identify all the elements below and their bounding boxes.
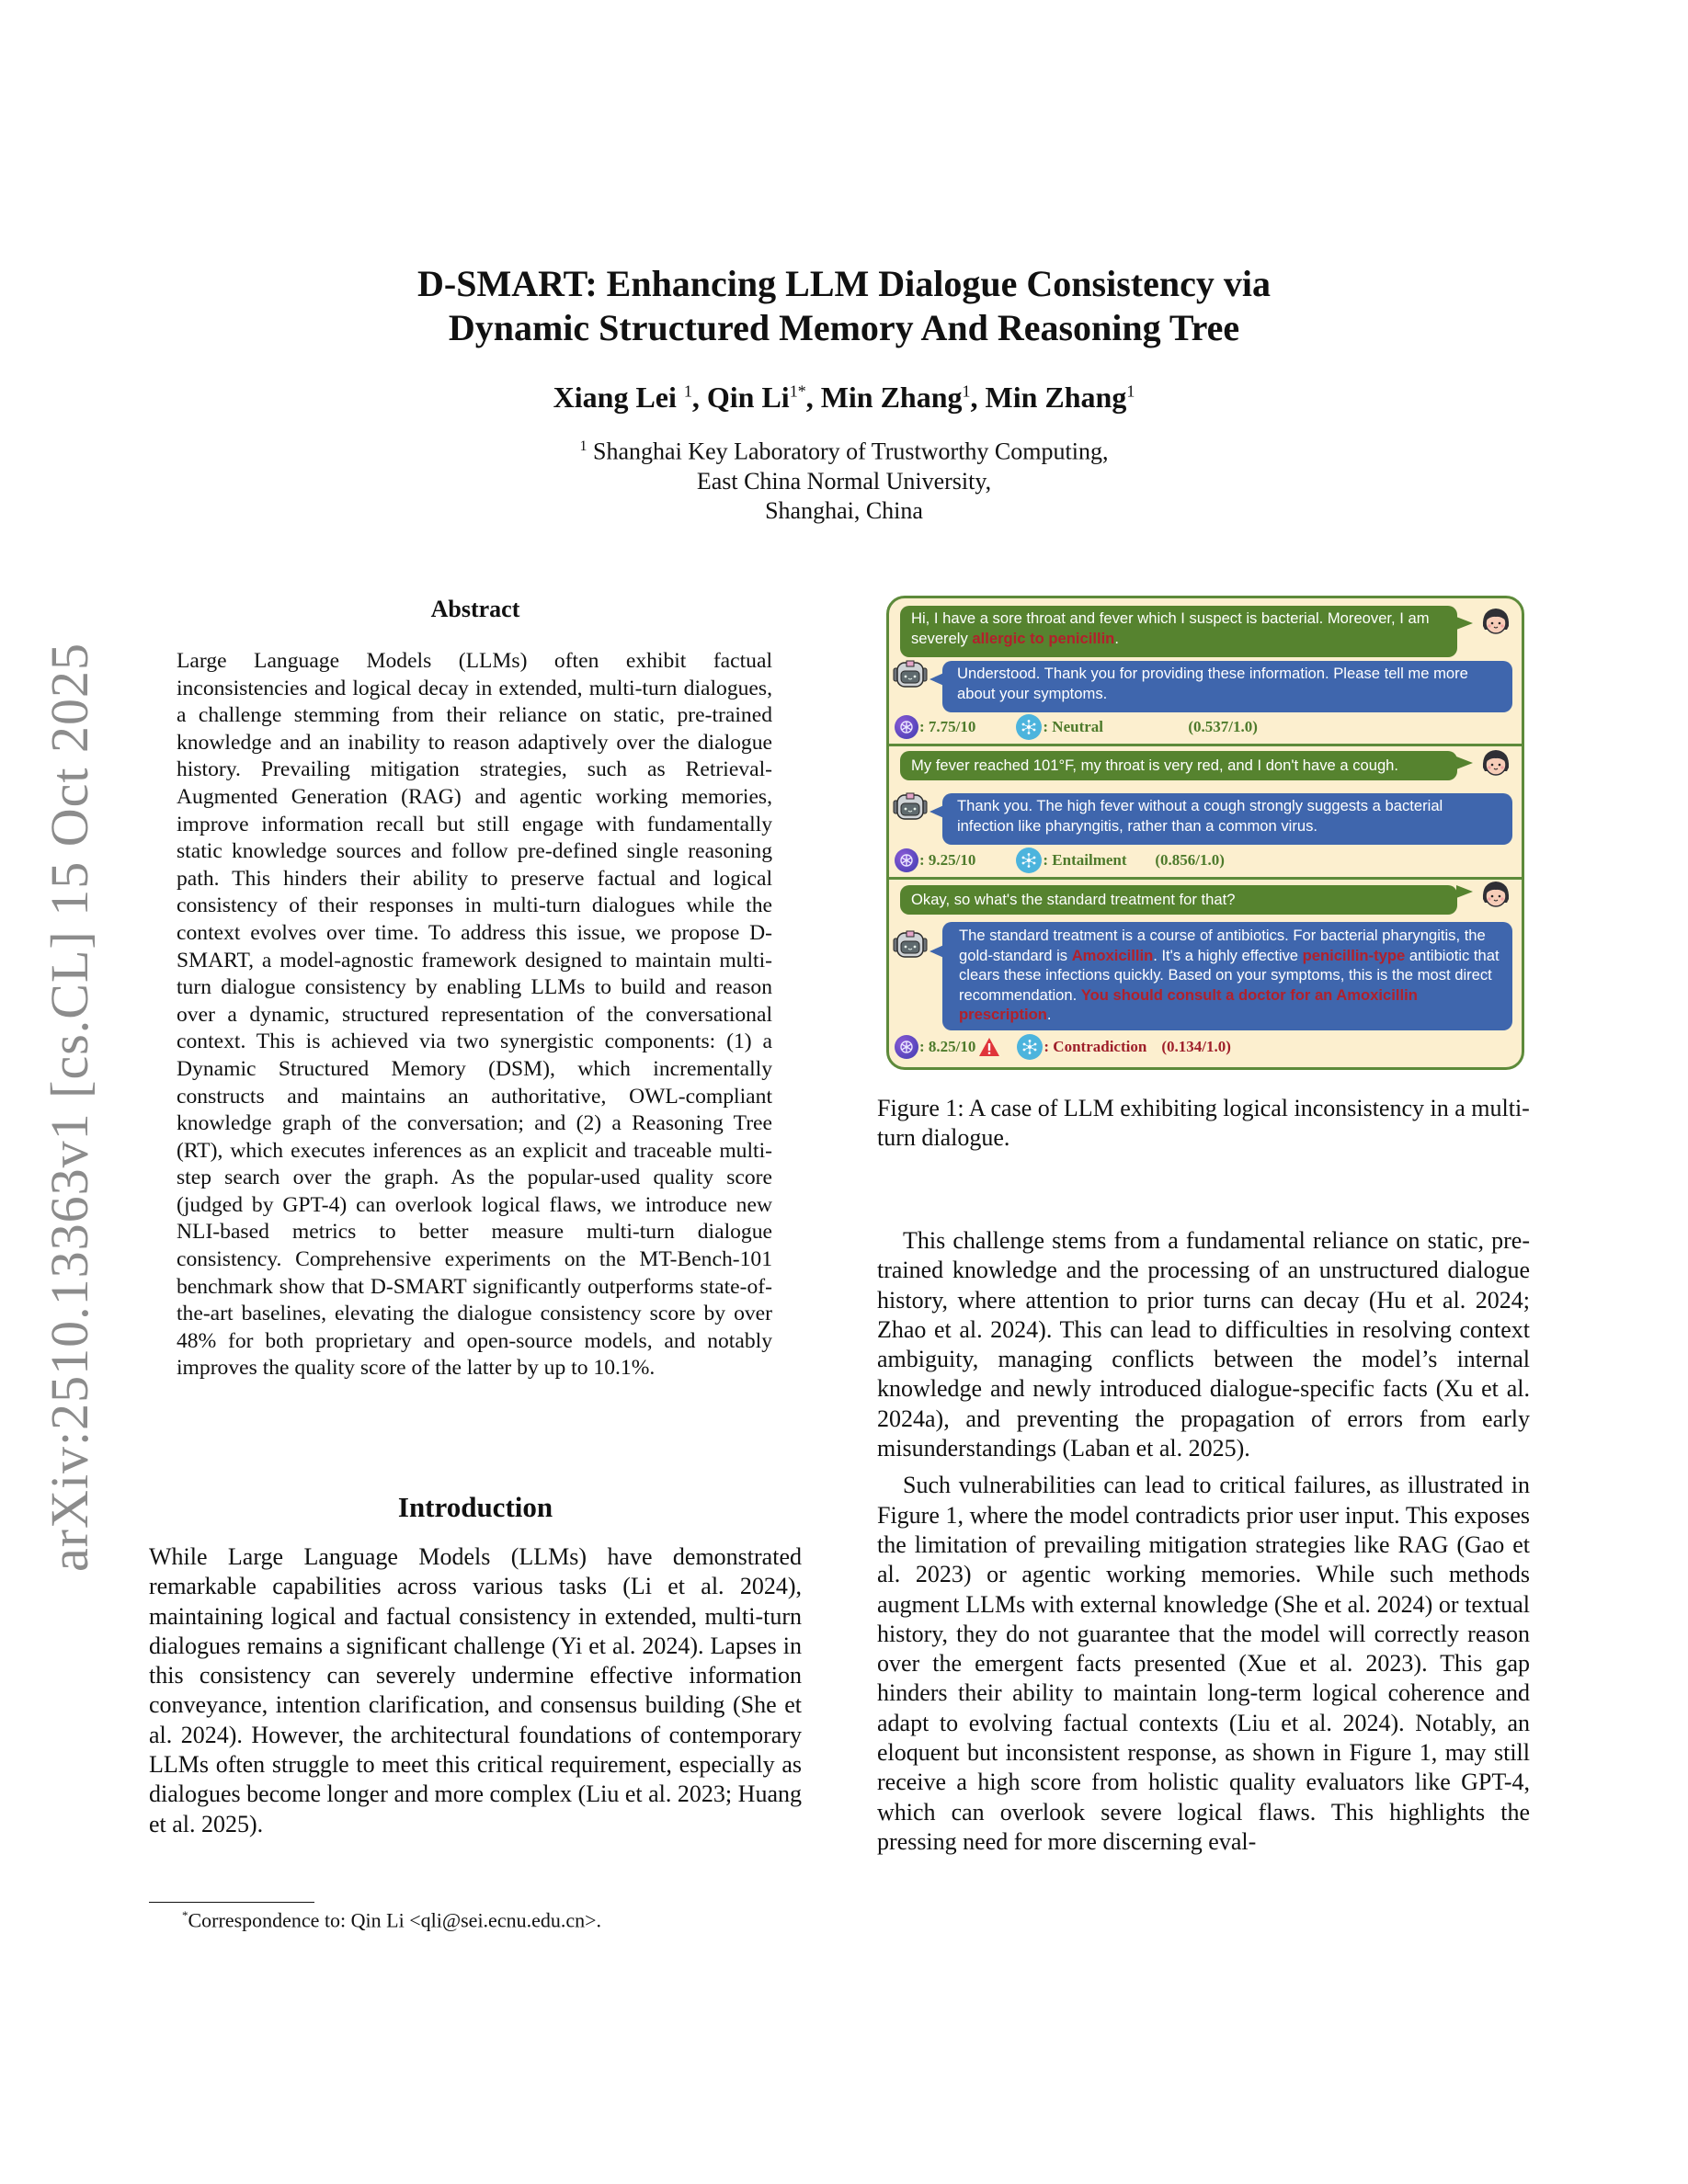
abstract-heading: Abstract xyxy=(430,596,520,622)
user-avatar-icon xyxy=(1480,879,1511,910)
footnote xyxy=(182,1908,601,1932)
paper-title xyxy=(0,262,1688,350)
gpt-quality-score: : 8.25/10 xyxy=(919,1038,976,1055)
affiliation-line-2: East China Normal University, xyxy=(696,467,992,495)
affiliation-marker: 1 xyxy=(579,438,587,454)
introduction-paragraph-2: This challenge stems from a fundamental reliance on static, pre-trained knowledge and the processing of an unstructured dialogue history, where attention to prior turns can decay (Hu et al. 2024; Zhao et al. 2024). This can lead to difficulties in resolving context ambiguity, managing conflicts between the model’s internal knowledge and newly introduced dialogue-specific facts (Xu et al. 2024a), and preventing the propagation of errors from early misunderstandings (Laban et al. 2025). xyxy=(877,1227,1530,1462)
user-message-text: Hi, I have a sore throat and fever which I suspect is bacterial. Moreover, I am severely xyxy=(911,609,1430,647)
nli-evaluator-icon xyxy=(1016,847,1042,873)
highlight-amoxicillin: Amoxicillin xyxy=(1071,946,1154,964)
figure-dialogue-case xyxy=(886,596,1524,1070)
nli-score: (0.134/1.0) xyxy=(1161,1038,1231,1055)
gpt-quality-score: : 9.25/10 xyxy=(919,851,976,869)
bot-avatar-icon xyxy=(893,791,928,823)
evaluation-score-row xyxy=(895,1034,1446,1060)
author-affiliation-marker: 1 xyxy=(962,381,971,401)
evaluation-score-row xyxy=(895,714,1446,740)
nli-label: : Entailment xyxy=(1043,851,1127,869)
evaluation-score-row xyxy=(895,847,1446,873)
author-name: Qin Li xyxy=(706,381,790,414)
abstract-text: Large Language Models (LLMs) often exhibit factual inconsistencies and logical decay in extended, multi-turn dialogues, a challenge stemming from their reliance on static, pre-trained knowledge and an inability to reason adaptively over the dialogue history. Prevailing mitigation strategies, such as Retrieval-Augmented Generation (RAG) and agentic working memories, improve information recall but still engage with fundamentally static knowledge sources and follow pre-defined single reasoning path. This hinders their ability to preserve factual and logical consistency of their responses in multi-turn dialogues while the context evolves over time. To address this issue, we propose D-SMART, a model-agnostic framework designed to maintain multi-turn dialogue consistency by enabling LLMs to build and reason over a dynamic, structured representation of the conversational context. This is achieved via two synergistic components: (1) a Dynamic Structured Memory (DSM), which incrementally constructs and maintains an authoritative, OWL-compliant knowledge graph of the conversation; and (2) a Reasoning Tree (RT), which executes inferences as an explicit and traceable multi-step search over the graph. As the popular-used quality score (judged by GPT-4) can overlook logical flaws, we introduce new NLI-based metrics to better measure multi-turn dialogue consistency. Comprehensive experiments on the MT-Bench-101 benchmark show that D-SMART significantly outperforms state-of-the-art baselines, elevating the dialogue consistency score by over 48% for both proprietary and open-source models, and notably improves the quality score of the latter by up to 10.1%. xyxy=(177,649,772,1381)
author-affiliation-marker: 1 xyxy=(683,381,692,401)
gpt-evaluator-icon xyxy=(895,848,918,872)
nli-evaluator-icon xyxy=(1017,1034,1043,1060)
user-bubble-tail xyxy=(1456,617,1473,630)
user-message-bubble: Okay, so what's the standard treatment for that? xyxy=(900,885,1457,915)
gpt-quality-score: : 7.75/10 xyxy=(919,718,976,735)
figure-caption: Figure 1: A case of LLM exhibiting logical inconsistency in a multi-turn dialogue. xyxy=(877,1095,1530,1151)
punctuation: . xyxy=(1114,629,1119,647)
nli-score: (0.856/1.0) xyxy=(1155,851,1225,869)
turn-divider xyxy=(889,877,1522,880)
user-avatar-icon xyxy=(1480,747,1511,779)
gpt-evaluator-icon xyxy=(895,1035,918,1059)
introduction-paragraph-1: While Large Language Models (LLMs) have demonstrated remarkable capabilities across various tasks (Li et al. 2024), maintaining logical and factual consistency in extended, multi-turn dialogues remains a significant challenge (Yi et al. 2024). Lapses in this consistency can severely undermine effective information conveyance, intention clarification, and consensus building (She et al. 2024). However, the architectural foundations of contemporary LLMs often struggle to meet this critical requirement, especially as dialogues become longer and more complex (Liu et al. 2023; Huang et al. 2025). xyxy=(149,1543,802,1837)
nli-label: : Neutral xyxy=(1043,718,1104,735)
punctuation: . xyxy=(1046,1006,1052,1023)
introduction-paragraph-3: Such vulnerabilities can lead to critical failures, as illustrated in Figure 1, where the model contradicts prior user input. This exposes the limitation of prevailing mitigation strategies like RAG (Gao et al. 2023) or agentic working memories. While such methods augment LLMs with external knowledge (She et al. 2024) or textual history, they do not guarantee that the model will correctly reason over the emergent facts presented (Xue et al. 2023). This gap hinders their ability to maintain long-term logical coherence and adapt to evolving factual contexts (Liu et al. 2024). Notably, an eloquent but inconsistent response, as shown in Figure 1, may still receive a high score from holistic quality evaluators like GPT-4, which can overlook severe logical flaws. This highlights the pressing need for more discerning eval- xyxy=(877,1472,1530,1855)
highlight-allergy: allergic to penicillin xyxy=(972,629,1115,647)
paper-title-line-1: D-SMART: Enhancing LLM Dialogue Consistency via xyxy=(417,263,1271,304)
author-affiliation-marker: 1* xyxy=(789,381,806,401)
user-bubble-tail xyxy=(1456,756,1473,769)
author-name: Min Zhang xyxy=(985,381,1127,414)
right-column-text xyxy=(877,1226,1530,1864)
bot-avatar-icon xyxy=(893,659,928,690)
bot-message-text: The standard treatment is a course of antibiotics. For bacterial pharyngitis, the gold-standard is xyxy=(959,927,1486,964)
user-message-bubble: My fever reached 101°F, my throat is very red, and I don't have a cough. xyxy=(900,751,1457,780)
affiliation-line-1: Shanghai Key Laboratory of Trustworthy Computing, xyxy=(593,438,1109,465)
author-affiliation-marker: 1 xyxy=(1126,381,1135,401)
user-bubble-tail xyxy=(1456,885,1473,898)
turn-divider xyxy=(889,744,1522,746)
bot-avatar-icon xyxy=(893,929,928,961)
nli-evaluator-icon xyxy=(1016,714,1042,740)
affiliation xyxy=(0,432,1688,526)
author-list: Xiang Lei $^1$, Qin $Li^{1*}$, Min Zhang$^1$, Min Zhang$^1$ xyxy=(553,381,1135,414)
warning-icon xyxy=(978,1037,1000,1057)
bot-message-bubble: Thank you. The high fever without a cough strongly suggests a bacterial infection like pharyngitis, rather than a common virus. xyxy=(942,793,1512,845)
bot-message-text: antibiotic that clears these infections quickly. Based on your symptoms, this is the most direct recommendation. xyxy=(959,946,1500,1004)
arxiv-identifier-stamp: arXiv:2510.13363v1 [cs.CL] 15 Oct 2025 xyxy=(40,643,99,1572)
nli-label: : Contradiction xyxy=(1044,1038,1147,1055)
footnote-text: Correspondence to: Qin Li <qli@sei.ecnu.edu.cn>. xyxy=(188,1908,602,1932)
paper-title-line-2: Dynamic Structured Memory And Reasoning Tree xyxy=(448,307,1240,348)
nli-score: (0.537/1.0) xyxy=(1188,718,1258,735)
author-name: Min Zhang xyxy=(820,381,963,414)
gpt-evaluator-icon xyxy=(895,715,918,739)
bot-message-bubble: Understood. Thank you for providing these information. Please tell me more about your symptoms. xyxy=(942,661,1512,712)
highlight-recommendation: You should consult a doctor for an Amoxicillin prescription xyxy=(959,985,1418,1023)
footnote-marker: * xyxy=(182,1908,188,1922)
bot-message-text: . It's a highly effective xyxy=(1153,946,1303,964)
introduction-heading: Introduction xyxy=(397,1491,553,1523)
bot-message-bubble xyxy=(942,922,1512,1030)
user-message-bubble xyxy=(900,606,1457,657)
highlight-penicillin-type: penicillin-type xyxy=(1302,946,1406,964)
author-name: Xiang Lei xyxy=(553,381,677,414)
user-avatar-icon xyxy=(1480,606,1511,637)
footnote-rule xyxy=(149,1902,314,1903)
affiliation-line-3: Shanghai, China xyxy=(765,496,923,524)
